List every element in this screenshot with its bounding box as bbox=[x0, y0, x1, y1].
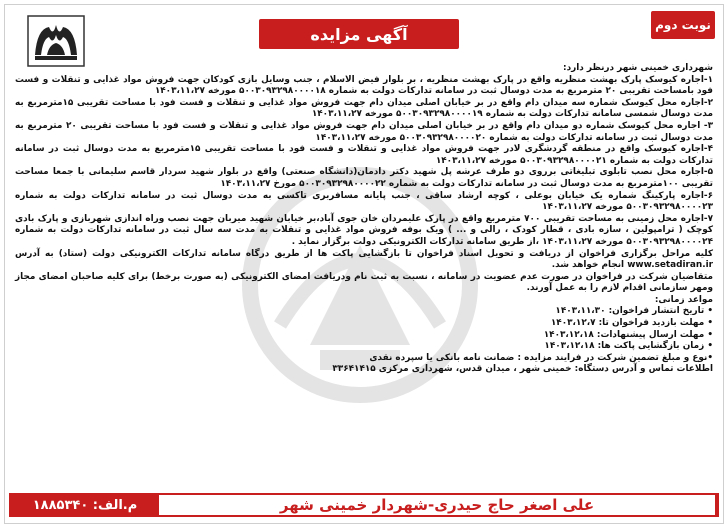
item-3: ۳- اجاره محل کیوسک شماره دو میدان دام واقع در بر خیابان اصلی میدان دام جهت فروش مواد غذایی و تنقلات و فست فود با مساحت تقریبی ۲۰ مترمربع به مدت دوسال ثبت در سامانه تدارکات دولت به شماره ۵۰۰۳۰۹۳۲۹۸۰۰۰۰۲۰ مورخه ۱۴۰۳،۱۱،۲۷ bbox=[15, 120, 713, 143]
notice-body bbox=[15, 63, 713, 376]
deadline-submit: • مهلت ارسال پیشنهادات: ۱۴۰۳،۱۲،۱۸ bbox=[543, 329, 713, 340]
mayor-signature: علی اصغر حاج حیدری-شهردار خمینی شهر bbox=[159, 495, 715, 515]
item-1: ۱-اجاره کیوسک پارک بهشت منظریه واقع در پارک بهشت منظریه ، بر بلوار فیض الاسلام ، جنب وسایل بازی کودکان جهت فروش مواد غذایی و تنقلات و فست فود بامساحت تقریبی ۲۰ مترمربع به مدت دوسال ثبت در سامانه تدارکات دولت به شماره ۵۰۰۳۰۹۳۲۹۸۰۰۰۰۱۸ مورخه ۱۴۰۳،۱۱،۲۷ bbox=[15, 74, 713, 97]
item-4: ۴-اجاره کیوسک واقع در منطقه گردشگری لادر جهت فروش مواد غذایی و تنقلات و فست فود با مساحت تقریبی ۱۵مترمربع به مدت دوسال ثبت در سامانه تدارکات دولت به شماره ۵۰۰۳۰۹۳۲۹۸۰۰۰۰۲۱ مورخه ۱۴۰۳،۱۱،۲۷ bbox=[15, 144, 713, 166]
deadline-list bbox=[15, 306, 713, 352]
stages-suffix: انجام خواهد شد. bbox=[551, 260, 625, 271]
item-6: ۶-اجاره پارکینگ شماره یک خیابان بوعلی ، کوچه ارشاد ساقی ، جنب پایانه مسافربری تاکسی به مدت دوسال ثبت در سامانه تدارکات دولت به شماره ۵۰۰۳۰۹۳۲۹۸۰۰۰۰۲۳ مورخه ۱۴۰۳،۱۱،۲۷ bbox=[15, 190, 713, 213]
guarantee-line: •نوع و مبلغ تضمین شرکت در فرایند مزایده : ضمانت نامه بانکی یا سپرده نقدی bbox=[369, 352, 713, 363]
deadline-visit: • مهلت بازدید فراخوان تا: ۱۴۰۳،۱۲،۷ bbox=[550, 318, 713, 329]
deadline-publish: • تاریخ انتشار فراخوان: ۱۴۰۳،۱۱،۳۰ bbox=[555, 306, 713, 317]
stages-paragraph bbox=[15, 249, 713, 272]
deadline-opening: • زمان بازگشایی پاکت ها: ۱۴۰۳،۱۲،۱۸ bbox=[544, 341, 713, 352]
municipality-logo-icon bbox=[27, 15, 85, 67]
website-link[interactable]: www.setadiran.ir bbox=[627, 260, 713, 271]
item-2: ۲-اجاره محل کیوسک شماره سه میدان دام واقع در بر خیابان اصلی میدان دام جهت فروش مواد غذایی و تنقلات و فست فود با مساحت تقریبی ۱۵مترمربع به مدت دوسال شمسی سامانه تدارکات دولت به شماره ۵۰۰۳۰۹۳۲۹۸۰۰۰۰۱۹ مورخه ۱۴۰۳،۱۱،۲۷ bbox=[15, 97, 713, 120]
notice-code: م.الف: ۱۸۸۵۳۴۰ bbox=[32, 497, 138, 513]
item-7: ۷-اجاره محل زمینی به مساحت تقریبی ۷۰۰ مترمربع واقع در پارک علیمردان خان جوی آباد،بر خیابان شهید میربان جهت نصب وراه اندازی شهربازی و پارک بادی کوچک ( ترامپولین ، سازه بادی ، قطار کودک ، رالی و ... ) ویک بوفه فروش مواد غذایی و تنقلات به مدت سه سال ثبت در سامانه تدارکات دولت به شماره ۵۰۰۳۰۹۳۲۹۸۰۰۰۰۲۴ مورخه ۱۴۰۳،۱۱،۲۷ ،از طریق سامانه تدارکات الکترونیکی دولت برگزار نماید . bbox=[15, 213, 713, 247]
intro-line: شهرداری خمینی شهر درنظر دارد: bbox=[563, 63, 713, 73]
contact-line: اطلاعات تماس و آدرس دستگاه: خمینی شهر ، میدان قدس، شهرداری مرکزی ۳۳۶۴۱۴۱۵ bbox=[332, 364, 713, 375]
notice-title: آگهی مزایده bbox=[259, 19, 459, 49]
round-badge: نوبت دوم bbox=[651, 11, 715, 39]
stages-prefix: کلیه مراحل برگزاری فراخوان از دریافت و تحویل اسناد فراخوان تا بازگشایی پاکت ها از طریق درگاه سامانه تدارکات الکترونیکی دولت (ستاد) به آدرس bbox=[15, 248, 713, 259]
timing-heading: مواعد زمانی: bbox=[654, 294, 713, 305]
footer-bar bbox=[9, 493, 719, 517]
applicants-paragraph: متقاضیان شرکت در فراخوان در صورت عدم عضویت در سامانه ، نسبت به ثبت نام ودریافت امضای الکترونیکی (به صورت برخط) برای کلیه صاحبان امضای مجاز ومهر سازمانی اقدام لازم را به عمل آورند. bbox=[15, 271, 713, 294]
item-5: ۵-اجاره محل نصب تابلوی تبلیغاتی برروی دو طرف عرشه پل شهید دکتر دادمان(دانشگاه صنعتی) واقع در بلوار شهید سردار قاسم سلیمانی با جمعا مساحت تقریبی ۱۰۰مترمربع به مدت دوسال ثبت در سامانه تدارکات دولت به شماره ۵۰۰۳۰۹۳۲۹۸۰۰۰۰۲۲ مورخ ۱۴۰۳،۱۱،۲۷ bbox=[15, 167, 713, 189]
auction-notice bbox=[4, 4, 724, 524]
